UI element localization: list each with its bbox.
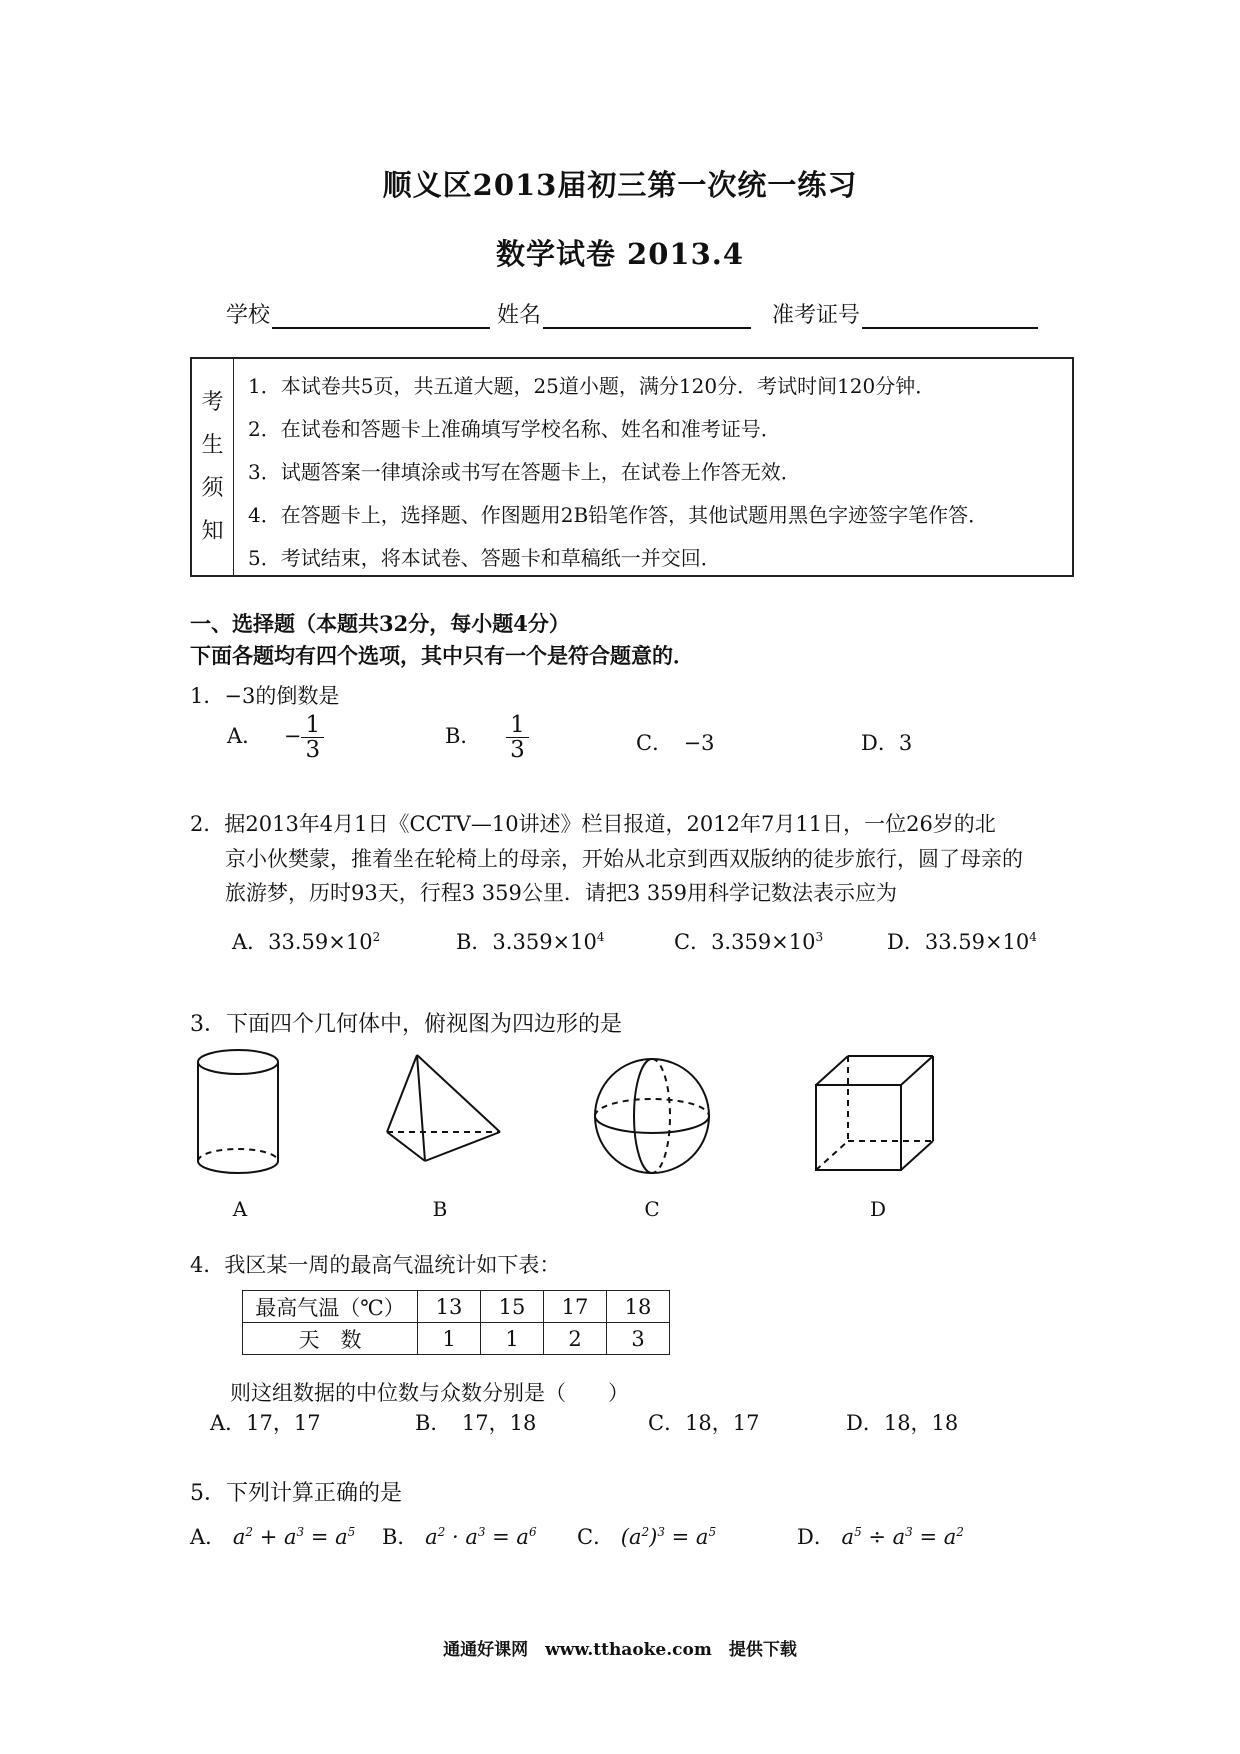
option-label: A． [227, 724, 264, 749]
table-cell: 2 [544, 1323, 607, 1355]
q5-stem: 5．下列计算正确的是 [190, 1481, 402, 1506]
table-row [243, 1291, 670, 1323]
q1-stem: 1．−3的倒数是 [190, 684, 340, 708]
q3-shapes [190, 1045, 990, 1200]
footer-text: 通通好课网 www.tthaoke.com 提供下载 [443, 1640, 797, 1660]
table-cell: 1 [481, 1323, 544, 1355]
temperature-table [242, 1290, 670, 1355]
cylinder-icon[interactable] [198, 1050, 278, 1173]
option-text: A．33.59×10 [232, 930, 373, 954]
notice-box [190, 357, 1074, 577]
table-cell: 15 [481, 1291, 544, 1323]
table-cell: 1 [418, 1323, 481, 1355]
q2-line1: 2．据2013年4月1日《CCTV—10讲述》栏目报道，2012年7月11日，一位26岁的北 [190, 812, 996, 836]
table-header-cell: 天 数 [243, 1323, 418, 1355]
name-field[interactable] [497, 298, 751, 329]
formula: $a^5 \div a^3 = a^2$ [841, 1525, 964, 1549]
section-instruction: 下面各题均有四个选项，其中只有一个是符合题意的． [190, 643, 694, 668]
notice-side-char: 生 [201, 433, 224, 458]
q4-stem: 4．我区某一周的最高气温统计如下表： [190, 1253, 561, 1277]
name-label: 姓名 [497, 303, 542, 328]
sphere-icon[interactable] [595, 1059, 709, 1173]
option-text: D．33.59×10 [887, 930, 1030, 954]
school-field[interactable] [226, 298, 490, 329]
table-cell: 17 [544, 1291, 607, 1323]
q4-option-c[interactable]: C．18，17 [648, 1411, 760, 1435]
q2-option-b[interactable] [456, 926, 605, 956]
exam-no-label: 准考证号 [772, 303, 861, 328]
option-label: C． [577, 1525, 615, 1549]
q2-line3: 旅游梦，历时93天，行程3 359公里．请把3 359用科学记数法表示应为 [225, 881, 897, 905]
q2-line2: 京小伙樊蒙，推着坐在轮椅上的母亲，开始从北京到西双版纳的徒步旅行，圆了母亲的 [225, 847, 1023, 871]
exponent: 3 [815, 930, 824, 944]
notice-item: 1．本试卷共5页，共五道大题，25道小题，满分120分．考试时间120分钟． [248, 374, 936, 398]
shape-label-d: D [869, 1197, 887, 1221]
table-cell: 3 [607, 1323, 670, 1355]
option-text: B．3.359×10 [456, 930, 597, 954]
school-underline [272, 305, 490, 329]
q5-option-b[interactable] [382, 1521, 537, 1551]
q4-option-d[interactable]: D．18，18 [846, 1411, 959, 1435]
exam-no-underline [862, 305, 1038, 329]
exponent: 2 [372, 930, 381, 944]
section-heading: 一、选择题（本题共32分，每小题4分） [190, 611, 570, 636]
notice-side-char: 考 [201, 390, 224, 415]
notice-side-label [192, 359, 234, 575]
table-cell: 18 [607, 1291, 670, 1323]
q2-option-a[interactable] [232, 926, 380, 956]
q4-question: 则这组数据的中位数与众数分别是（ ） [230, 1381, 629, 1405]
q4-option-a[interactable]: A．17，17 [210, 1411, 321, 1435]
tetrahedron-icon[interactable] [387, 1055, 500, 1161]
q1-option-d[interactable]: D．3 [861, 731, 913, 755]
table-header-cell: 最高气温（℃） [243, 1291, 418, 1323]
option-label: B． [445, 724, 482, 749]
notice-side-char: 知 [201, 519, 224, 544]
table-cell: 13 [418, 1291, 481, 1323]
q1-option-c[interactable]: C． −3 [636, 731, 715, 755]
numerator: 1 [301, 713, 324, 738]
formula: $(a^2)^3 = a^5$ [620, 1525, 717, 1549]
q4-option-b[interactable]: B． 17，18 [415, 1411, 537, 1435]
option-label: B． [382, 1525, 419, 1549]
denominator: 3 [510, 737, 525, 764]
q5-option-d[interactable] [797, 1521, 964, 1551]
notice-side-char: 须 [201, 476, 224, 501]
numerator: 1 [506, 713, 529, 738]
option-label: A． [190, 1525, 227, 1549]
exam-no-field[interactable] [772, 298, 1038, 329]
fraction [301, 713, 324, 762]
option-label: D． [797, 1525, 835, 1549]
q3-stem: 3．下面四个几何体中，俯视图为四边形的是 [190, 1012, 622, 1037]
q2-option-d[interactable] [887, 926, 1037, 956]
q5-option-a[interactable] [190, 1521, 355, 1551]
exam-subtitle: 数学试卷 2013.4 [495, 237, 745, 271]
notice-list [248, 365, 1064, 580]
shape-label-a: A [232, 1197, 248, 1221]
formula: $a^2 \cdot a^3 = a^6$ [425, 1525, 537, 1549]
fraction [506, 713, 529, 762]
table-row [243, 1323, 670, 1355]
name-underline [543, 305, 751, 329]
q2-option-c[interactable] [674, 926, 823, 956]
exponent: 4 [1029, 930, 1037, 944]
q1-option-b[interactable] [445, 713, 529, 762]
minus-sign: − [283, 724, 302, 749]
notice-item: 3．试题答案一律填涂或书写在答题卡上，在试卷上作答无效． [248, 460, 801, 484]
option-text: C．3.359×10 [674, 930, 816, 954]
exponent: 4 [596, 930, 605, 944]
shape-label-c: C [644, 1197, 660, 1221]
notice-item: 2．在试卷和答题卡上准确填写学校名称、姓名和准考证号． [248, 417, 781, 441]
formula: $a^2 + a^3 = a^5$ [232, 1525, 356, 1549]
cube-icon[interactable] [816, 1056, 933, 1170]
exam-title: 顺义区2013届初三第一次统一练习 [382, 168, 858, 202]
notice-item: 5．考试结束，将本试卷、答题卡和草稿纸一并交回． [248, 546, 721, 570]
notice-item: 4．在答题卡上，选择题、作图题用2B铅笔作答，其他试题用黑色字迹签字笔作答． [248, 503, 989, 527]
shape-label-b: B [432, 1197, 448, 1221]
school-label: 学校 [226, 303, 271, 328]
denominator: 3 [305, 737, 321, 764]
q5-option-c[interactable] [577, 1521, 716, 1551]
q1-option-a[interactable] [227, 713, 324, 762]
